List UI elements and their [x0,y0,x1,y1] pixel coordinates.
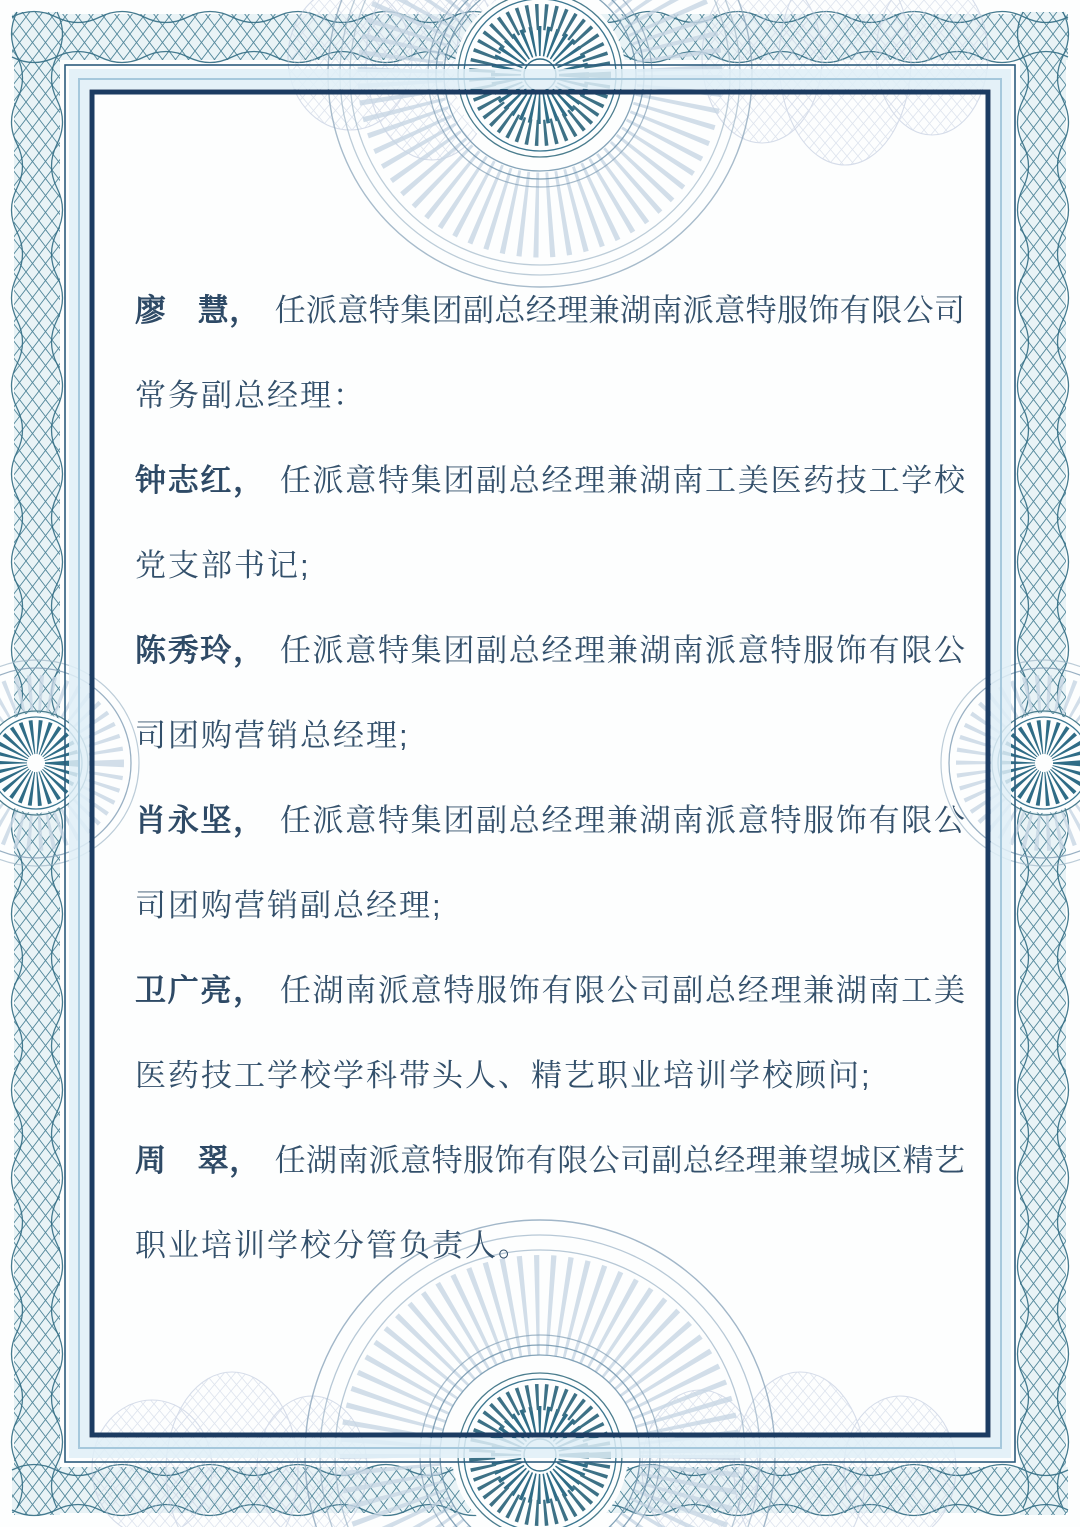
appointment-title: 任湖南派意特服饰有限公司副总经理兼湖南工美 [279,973,966,1008]
appointment-paragraph [135,608,965,778]
appointment-line-2: 党支部书记; [135,548,311,583]
person-name: 陈秀玲， [135,633,266,668]
appointment-line-1 [135,1118,965,1203]
appointment-line-1 [135,778,965,863]
person-name: 钟志红， [135,463,266,498]
appointment-line-2: 司团购营销副总经理; [135,888,443,923]
appointment-text-block [135,268,965,1288]
appointment-paragraph [135,268,965,438]
appointment-line-1 [135,608,965,693]
appointment-title: 任派意特集团副总经理兼湖南派意特服饰有限公司 [274,293,966,328]
appointment-paragraph [135,438,965,608]
appointment-line-2: 医药技工学校学科带头人、精艺职业培训学校顾问; [135,1058,872,1093]
appointment-paragraph [135,778,965,948]
appointment-line-1 [135,948,965,1033]
person-name: 卫广亮， [135,973,266,1008]
appointment-paragraph [135,1118,965,1288]
appointment-title: 任派意特集团副总经理兼湖南工美医药技工学校 [279,463,966,498]
appointment-title: 任湖南派意特服饰有限公司副总经理兼望城区精艺 [274,1143,966,1178]
appointment-line-1 [135,438,965,523]
appointment-title: 任派意特集团副总经理兼湖南派意特服饰有限公 [279,803,966,838]
appointment-line-2: 职业培训学校分管负责人。 [135,1228,531,1263]
appointment-paragraph [135,948,965,1118]
appointment-line-1 [135,268,965,353]
person-name: 肖永坚， [135,803,266,838]
appointment-line-2: 司团购营销总经理; [135,718,410,753]
appointment-line-2: 常务副总经理： [135,378,366,413]
person-name: 廖 慧， [135,293,261,328]
person-name: 周 翠， [135,1143,261,1178]
appointment-title: 任派意特集团副总经理兼湖南派意特服饰有限公 [279,633,966,668]
